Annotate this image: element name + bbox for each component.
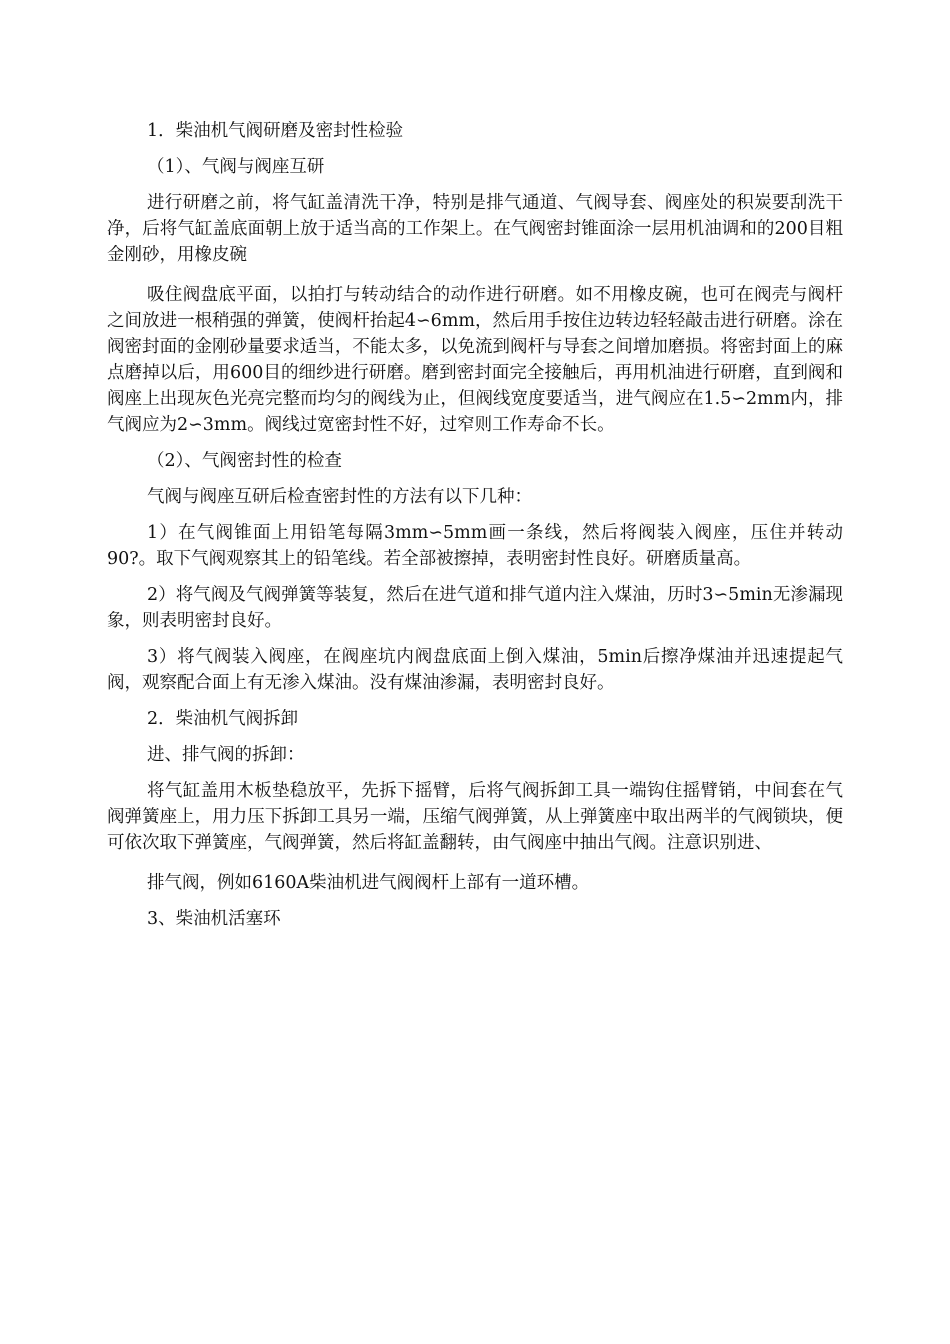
paragraph-removal-note: 排气阀，例如6160A柴油机进气阀阀杆上部有一道环槽。 <box>147 873 590 893</box>
section-heading-2: 2．柴油机气阀拆卸 <box>147 709 299 729</box>
document-page <box>107 118 843 932</box>
section-heading-1: 1．柴油机气阀研磨及密封性检验 <box>147 121 404 141</box>
paragraph-grinding-process: 吸住阀盘底平面，以拍打与转动结合的动作进行研磨。如不用橡皮碗，也可在阀壳与阀杆之间放进一根稍强的弹簧，使阀杆抬起4∽6mm，然后用手按住边转边轻轻敲击进行研磨。涂在阀密封面的金刚砂量要求适当，不能太多，以免流到阀杆与导套之间增加磨损。将密封面上的麻点磨掉以后，用600目的细纱进行研磨。磨到密封面完全接触后，再用机油进行研磨，直到阀和阀座上出现灰色光亮完整而均匀的阀线为止，但阀线宽度要适当，进气阀应在1.5∽2mm内，排气阀应为2∽3mm。阀线过宽密封性不好，过窄则工作寿命不长。 <box>107 285 843 435</box>
paragraph-check-method-2: 2）将气阀及气阀弹簧等装复，然后在进气道和排气道内注入煤油，历时3∽5min无渗漏现象，则表明密封良好。 <box>107 585 843 631</box>
paragraph-grinding-prep: 进行研磨之前，将气缸盖清洗干净，特别是排气通道、气阀导套、阀座处的积炭要刮洗干净，后将气缸盖底面朝上放于适当高的工作架上。在气阀密封锥面涂一层用机油调和的200目粗金刚砂，用橡皮碗 <box>107 193 843 265</box>
paragraph-removal-heading: 进、排气阀的拆卸： <box>147 745 305 765</box>
paragraph-check-method-3: 3）将气阀装入阀座，在阀座坑内阀盘底面上倒入煤油，5min后擦净煤油并迅速提起气阀，观察配合面上有无渗入煤油。没有煤油渗漏，表明密封良好。 <box>107 647 843 693</box>
paragraph-check-methods-intro: 气阀与阀座互研后检查密封性的方法有以下几种： <box>147 487 532 507</box>
subsection-heading-2: （2）、气阀密封性的检查 <box>147 451 342 471</box>
subsection-heading-1: （1）、气阀与阀座互研 <box>147 157 325 177</box>
paragraph-removal-procedure: 将气缸盖用木板垫稳放平，先拆下摇臂，后将气阀拆卸工具一端钩住摇臂销，中间套在气阀弹簧座上，用力压下拆卸工具另一端，压缩气阀弹簧，从上弹簧座中取出两半的气阀锁块，便可依次取下弹簧座，气阀弹簧，然后将缸盖翻转，由气阀座中抽出气阀。注意识别进、 <box>107 781 843 853</box>
section-heading-3: 3、柴油机活塞环 <box>147 909 281 929</box>
paragraph-check-method-1: 1）在气阀锥面上用铅笔每隔3mm∽5mm画一条线，然后将阀装入阀座，压住并转动90?。取下气阀观察其上的铅笔线。若全部被擦掉，表明密封性良好。研磨质量高。 <box>107 523 843 569</box>
